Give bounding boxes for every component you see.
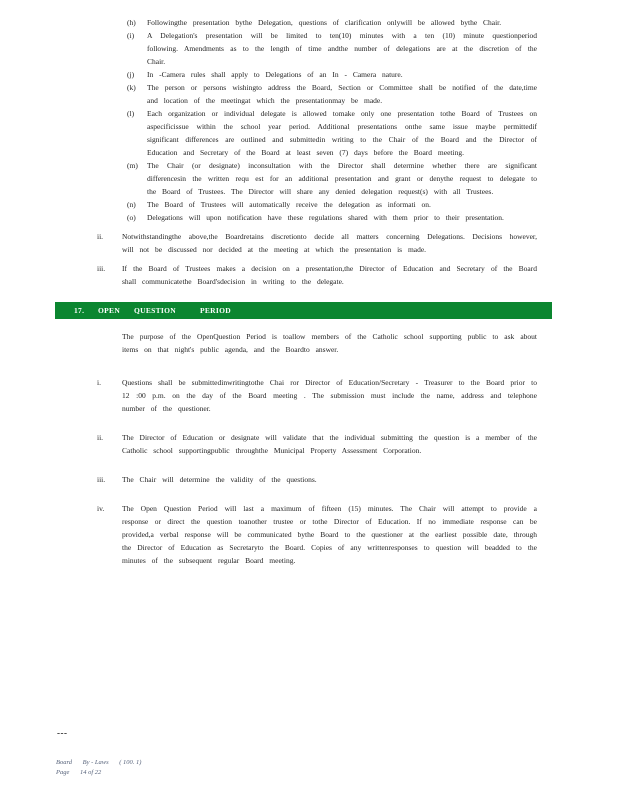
lettered-list xyxy=(127,16,537,224)
list-item-label: (n) xyxy=(127,200,136,209)
footer-doc-title: Board xyxy=(56,759,73,766)
list-item-l xyxy=(127,107,537,159)
footer-line2 xyxy=(56,768,141,778)
list-item-label: ii. xyxy=(97,232,104,241)
list-item-label: ii. xyxy=(97,433,104,442)
list-item-label: (h) xyxy=(127,18,136,27)
section-title-word: QUESTION xyxy=(134,306,176,315)
list-item-label: (o) xyxy=(127,213,136,222)
footer-line1 xyxy=(56,758,141,768)
list-item-q-iii xyxy=(97,473,537,486)
list-item-text: The Chair (or designate) inconsultation with the Director shall determine whether there are significant differencesin the written requ est for an additional presentation and grant or denythe request to delegate to the Board of Trustees. The Director will share any denied delegation request(s) with all Trustees. xyxy=(147,161,537,196)
list-item-text: Questions shall be submittedinwritingtothe Chai ror Director of Education/Secretary - Treasurer to the Board prior to 12 :00 p.m. on the day of the Board meeting . The submission must include the name, address and telephone number of the questioner. xyxy=(122,378,537,413)
roman-list-bottom xyxy=(97,376,537,567)
list-item-text: The Chair will determine the validity of the questions. xyxy=(122,475,317,484)
list-item-text: If the Board of Trustees makes a decision on a presentation,the Director of Education and Secretary of the Board shall communicatethe Board'sdecision in writing to the delegate. xyxy=(122,264,537,286)
list-item-j xyxy=(127,68,537,81)
list-item-text: A Delegation's presentation will be limited to ten(10) minutes with a ten (10) minute questionperiod following. Amendments as to the length of time andthe number of delegations are at the discretion of the Chair. xyxy=(147,31,537,66)
list-item-text: In -Camera rules shall apply to Delegations of an In - Camera nature. xyxy=(147,70,403,79)
footer-page-number: 14 of 22 xyxy=(79,769,102,776)
list-item-iii xyxy=(97,262,537,288)
list-item-text: The Director of Education or designate will validate that the individual submitting the question is a member of the Catholic school supportingpublic throughthe Municipal Property Assessment Corporation. xyxy=(122,433,537,455)
page-content xyxy=(0,16,618,567)
list-item-label: (i) xyxy=(127,31,135,40)
list-item-label: (j) xyxy=(127,70,135,79)
list-item-ii xyxy=(97,230,537,256)
roman-list-top xyxy=(97,230,537,288)
list-item-label: (k) xyxy=(127,83,136,92)
section-header-bar xyxy=(55,302,552,319)
intro-paragraph: The purpose of the OpenQuestion Period is toallow members of the Catholic school supporting public to ask about items on that night's public agenda, and the Boardto answer. xyxy=(122,332,537,354)
list-item-m xyxy=(127,159,537,198)
list-item-text: The Open Question Period will last a maximum of fifteen (15) minutes. The Chair will attempt to provide a response or direct the question toanother trustee or tothe Director of Education. If no immediate response can be provided,a verbal response will be communicated bythe Board to the questioner at the earliest possible date, through the Director of Education as Secretaryto the Board. Copies of any writtenresponses to question will beadded to the minutes of the subsequent regular Board meeting. xyxy=(122,504,537,565)
list-item-label: iii. xyxy=(97,475,106,484)
list-item-text: Followingthe presentation bythe Delegation, questions of clarification onlywill be allowed bythe Chair. xyxy=(147,18,502,27)
divider-dashes: --- xyxy=(57,728,68,738)
list-item-label: i. xyxy=(97,378,101,387)
footer-page-label: Page xyxy=(56,769,70,776)
list-item-q-ii xyxy=(97,431,537,457)
footer-doc-title: By - Laws xyxy=(82,759,109,766)
list-item-text: Delegations will upon notification have these regulations shared with them prior to their presentation. xyxy=(147,213,504,222)
list-item-text: Notwithstandingthe above,the Boardretains discretionto decide all matters concerning Delegations. Decisions however, will not be discussed nor decided at the meeting at which the presentation is made. xyxy=(122,232,537,254)
footer-doc-ref: ( 100. 1) xyxy=(119,759,142,766)
list-item-q-iv xyxy=(97,502,537,567)
list-item-label: (m) xyxy=(127,161,138,170)
list-item-text: Each organization or individual delegate is allowed tomake only one presentation tothe Board of Trustees on aspecificissue within the school year period. Additional presentations onthe same issue maybe permittedif significant differences are outlined and submittedin writing to the Chair of the Board and the Director of Education and Secretary of the Board at least seven (7) days before the Board meeting. xyxy=(147,109,537,157)
list-item-o xyxy=(127,211,537,224)
list-item-text: The person or persons wishingto address the Board, Section or Committee shall be notified of the date,time and location of the meetingat which the presentationmay be made. xyxy=(147,83,537,105)
section-title-word: OPEN xyxy=(98,306,121,315)
page-footer xyxy=(56,758,141,778)
list-item-k xyxy=(127,81,537,107)
list-item-label: iii. xyxy=(97,264,106,273)
list-item-h xyxy=(127,16,537,29)
list-item-label: (l) xyxy=(127,109,135,118)
list-item-label: iv. xyxy=(97,504,105,513)
section-title-word: PERIOD xyxy=(200,306,231,315)
list-item-text: The Board of Trustees will automatically receive the delegation as informati on. xyxy=(147,200,431,209)
list-item-i xyxy=(127,29,537,68)
list-item-n xyxy=(127,198,537,211)
section-number: 17. xyxy=(74,306,85,315)
list-item-q-i xyxy=(97,376,537,415)
